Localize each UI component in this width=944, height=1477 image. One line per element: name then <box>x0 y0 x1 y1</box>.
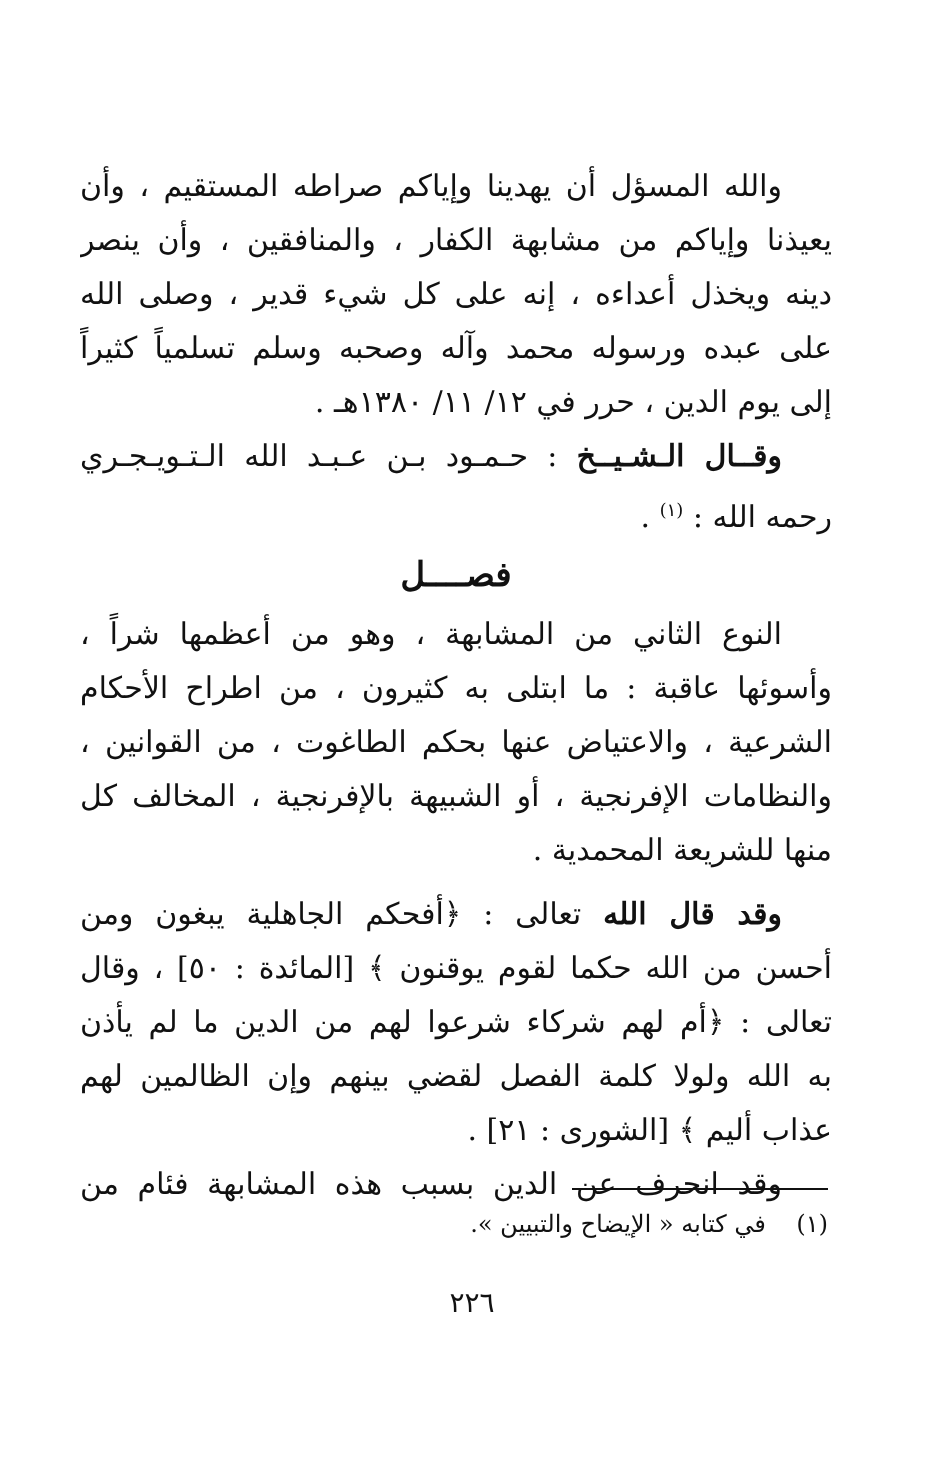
section-heading: فصــــل <box>400 555 512 595</box>
paragraph-closing-prayer <box>80 160 832 430</box>
text-line: الشرعية ، والاعتياض عنها بحكم الطاغوت ، من القوانين ، <box>80 725 832 760</box>
paragraph-lead: وقد قال الله <box>603 897 782 932</box>
footnote-number: (١) <box>796 1210 828 1238</box>
text-line: يعيذنا وإياكم من مشابهة الكفار ، والمنافقين ، وأن ينصر <box>80 223 832 258</box>
sheikh-intro <box>80 430 832 538</box>
text-line: النوع الثاني من المشابهة ، وهو من أعظمها شراً ، <box>80 617 782 652</box>
intro-line-2: رحمه الله : <box>692 500 832 535</box>
text-line: أحسن من الله حكما لقوم يوقنون ﴾ [المائدة : ٥٠] ، وقال <box>80 951 832 986</box>
footnote-reference[interactable]: (١) <box>659 500 684 521</box>
text-line: على عبده ورسوله محمد وآله وصحبه وسلم تسلمياً كثيراً <box>80 331 832 366</box>
text-line: وقد انحرف عن الدين بسبب هذه المشابهة فئام من <box>80 1167 782 1202</box>
paragraph-second-type <box>80 608 832 878</box>
text-line: والله المسؤل أن يهدينا وإياكم صراطه المستقيم ، وأن <box>80 169 782 204</box>
sheikh-name: : حـمـود بـن عـبـد الله الـتـويـجـري <box>80 439 558 474</box>
text-line: إلى يوم الدين ، حرر في ١٢/ ١١/ ١٣٨٠هـ . <box>314 385 832 420</box>
footnote-text: في كتابه « الإيضاح والتبيين ». <box>470 1210 766 1238</box>
paragraph-quran-verses <box>80 888 832 1158</box>
paragraph-gap <box>80 878 832 888</box>
text-line <box>80 430 832 484</box>
text-line <box>80 484 832 538</box>
sheikh-label: وقــال الـشـيــخ <box>576 439 782 474</box>
text-line: دينه ويخذل أعداءه ، إنه على كل شيء قدير ، وصلى الله <box>80 277 832 312</box>
intro-line-2-end: . <box>640 500 651 535</box>
text-line: والنظامات الإفرنجية ، أو الشبيهة بالإفرنجية ، المخالف كل <box>80 779 832 814</box>
paragraph-line-rest: تعالى : ﴿أفحكم الجاهلية يبغون ومن <box>80 897 582 932</box>
text-line: وأسوئها عاقبة : ما ابتلى به كثيرون ، من اطراح الأحكام <box>80 671 832 706</box>
page-number: ٢٢٦ <box>449 1286 495 1319</box>
footnote-divider <box>572 1188 828 1190</box>
text-line: تعالى : ﴿أم لهم شركاء شرعوا لهم من الدين ما لم يأذن <box>80 1005 832 1040</box>
page-body <box>80 160 832 1212</box>
footnote <box>300 1204 828 1244</box>
text-line: عذاب أليم ﴾ [الشورى : ٢١] . <box>467 1113 832 1148</box>
text-line: به الله ولولا كلمة الفصل لقضي بينهم وإن الظالمين لهم <box>80 1059 832 1094</box>
text-line <box>80 888 832 942</box>
text-line: منها للشريعة المحمدية . <box>532 833 832 868</box>
